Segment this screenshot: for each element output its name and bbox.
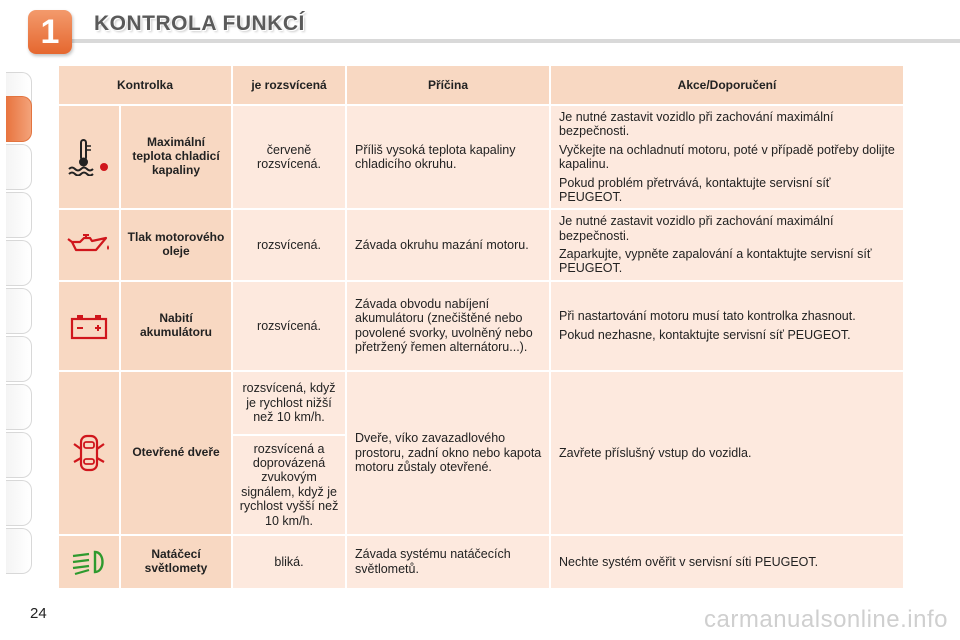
chapter-badge: 1 (28, 10, 72, 54)
lamp-cause: Závada obvodu nabíjení akumulátoru (znečištěné nebo povolené svorky, uvolněný nebo přetržený řemen alternátoru...). (347, 282, 549, 370)
lamp-cause: Závada systému natáčecích světlometů. (347, 536, 549, 588)
column-header-action: Akce/Doporučení (551, 66, 903, 104)
table-row (59, 536, 903, 588)
chapter-tab[interactable] (6, 240, 32, 286)
action-text: Při nastartování motoru musí tato kontrolka zhasnout. (559, 309, 856, 324)
table-row (59, 282, 903, 370)
table-row (59, 106, 903, 208)
lamp-name: Nabití akumulátoru (121, 282, 231, 370)
column-header-state: je rozsvícená (233, 66, 345, 104)
lamp-cause: Dveře, víko zavazadlového prostoru, zadní okno nebo kapota motoru zůstaly otevřené. (347, 372, 549, 534)
oil-pressure-icon (59, 232, 119, 258)
page-header (0, 0, 960, 62)
lamp-name: Tlak motorového oleje (121, 210, 231, 280)
lamp-icon-cell (59, 282, 119, 370)
lamp-cause: Příliš vysoká teplota kapaliny chladicího okruhu. (347, 106, 549, 208)
battery-charge-icon (59, 312, 119, 340)
lamp-state: rozsvícená. (233, 282, 345, 370)
column-header-lamp: Kontrolka (59, 66, 231, 104)
chapter-tab[interactable] (6, 192, 32, 238)
action-text: Nechte systém ověřit v servisní síti PEUGEOT. (559, 554, 819, 569)
table-header-row (59, 66, 903, 104)
lamp-cause: Závada okruhu mazání motoru. (347, 210, 549, 280)
page-number: 24 (30, 605, 47, 622)
chapter-title: KONTROLA FUNKCÍ (94, 12, 305, 35)
chapter-tab[interactable] (6, 432, 32, 478)
lamp-icon-cell (59, 210, 119, 280)
chapter-tab[interactable] (6, 336, 32, 382)
lamp-state: červeně rozsvícená. (233, 106, 345, 208)
action-text: Vyčkejte na ochladnutí motoru, poté v případě potřeby dolijte kapalinu. (559, 142, 895, 172)
lamp-name: Natáčecí světlomety (121, 536, 231, 588)
action-text: Zavřete příslušný vstup do vozidla. (559, 445, 752, 460)
action-text: Pokud nezhasne, kontaktujte servisní síť PEUGEOT. (559, 327, 851, 342)
lamp-state-high-speed: rozsvícená a doprovázená zvukovým signálem, když je rychlost vyšší než 10 km/h. (233, 436, 345, 534)
lamp-state-low-speed: rozsvícená, když je rychlost nižší než 10 km/h. (233, 372, 345, 434)
coolant-temperature-icon (59, 138, 119, 176)
door-open-icon (59, 432, 119, 474)
lamp-action (551, 372, 903, 534)
watermark: carmanualsonline.info (704, 606, 948, 633)
lamp-state: bliká. (233, 536, 345, 588)
lamp-action (551, 106, 903, 208)
chapter-tab[interactable] (6, 528, 32, 574)
chapter-tab-active[interactable] (6, 96, 32, 142)
lamp-action (551, 536, 903, 588)
chapter-tab[interactable] (6, 288, 32, 334)
lamp-action (551, 210, 903, 280)
lamp-name: Otevřené dveře (121, 372, 231, 534)
directional-headlamps-icon (59, 548, 119, 576)
action-text: Je nutné zastavit vozidlo při zachování maximální bezpečnosti. (559, 110, 834, 139)
warning-lamps-table (57, 64, 905, 590)
lamp-icon-cell (59, 106, 119, 208)
chapter-tab[interactable] (6, 144, 32, 190)
chapter-tabs (0, 62, 36, 582)
lamp-icon-cell (59, 536, 119, 588)
lamp-icon-cell (59, 372, 119, 534)
chapter-tab[interactable] (6, 384, 32, 430)
column-header-cause: Příčina (347, 66, 549, 104)
action-text: Je nutné zastavit vozidlo při zachování maximální bezpečnosti. (559, 214, 834, 243)
table-row (59, 372, 903, 434)
table-row (59, 210, 903, 280)
lamp-name: Maximální teplota chladicí kapaliny (121, 106, 231, 208)
action-text: Zaparkujte, vypněte zapalování a kontaktujte servisní síť PEUGEOT. (559, 247, 872, 276)
lamp-action (551, 282, 903, 370)
action-text: Pokud problém přetrvává, kontaktujte servisní síť PEUGEOT. (559, 175, 831, 204)
lamp-state: rozsvícená. (233, 210, 345, 280)
header-rule (70, 39, 960, 43)
chapter-tab[interactable] (6, 480, 32, 526)
